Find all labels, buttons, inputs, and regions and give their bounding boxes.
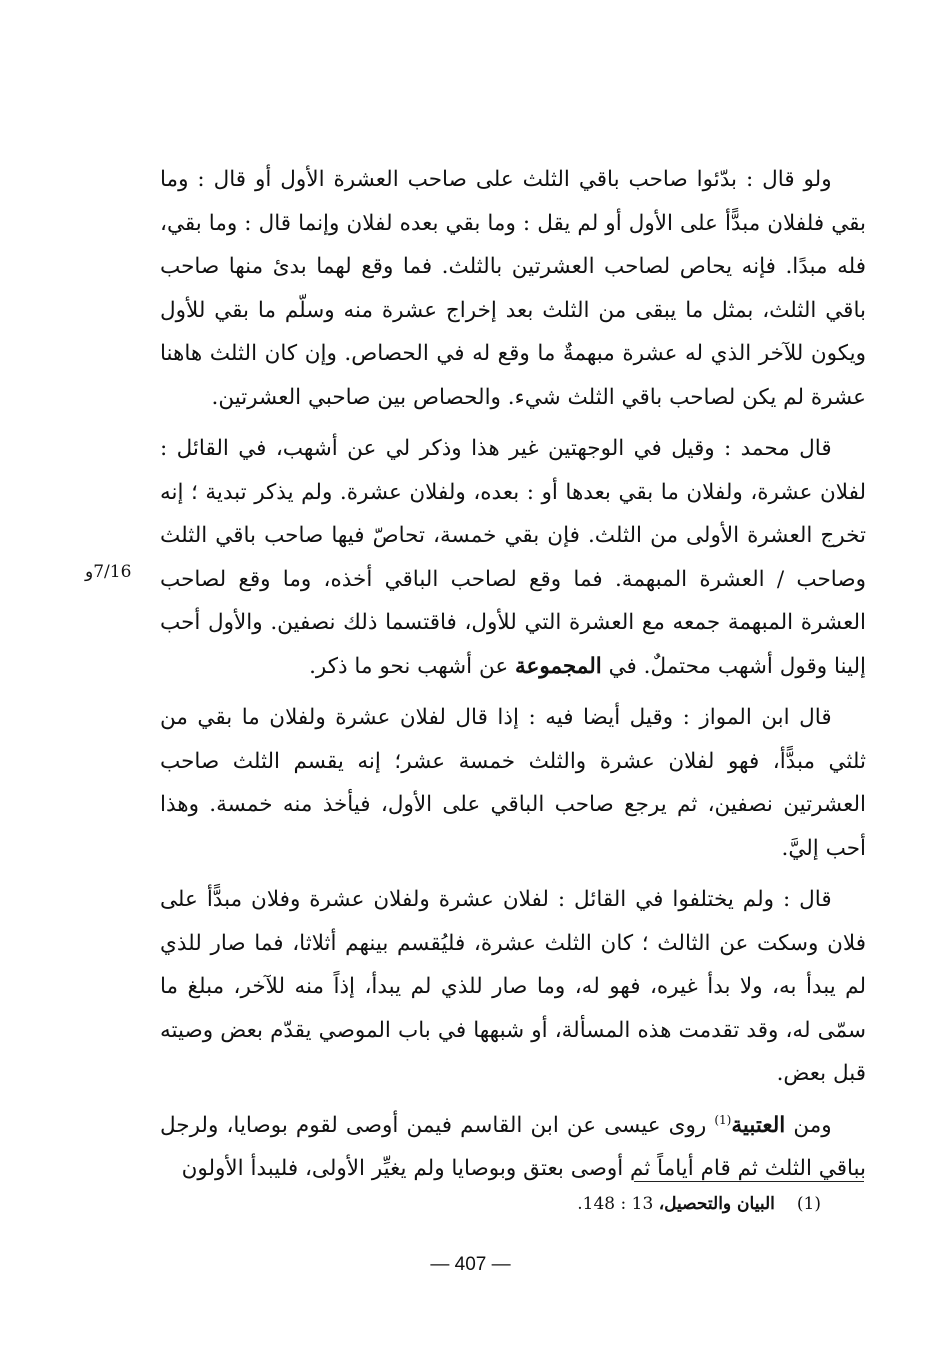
footnote-marker: (1) — [796, 1194, 821, 1214]
paragraph-5-after: روى عيسى عن ابن القاسم فيمن أوصى لقوم بوصايا، ولرجل بباقي الثلث ثم قام أياماً ثم أوصى بعتق وبوصايا ولم يغيِّر الأولى، فليبدأ الأولون — [160, 1112, 866, 1181]
paragraph-2-before: قال محمد : وقيل في الوجهتين غير هذا وذكر لي عن أشهب، في القائل : لفلان عشرة، ولفلان ما بقي بعدها أو : بعده، ولفلان عشرة. ولم يذكر تبدية ؛ إنه تخرج العشرة الأولى من الثلث. فإن بقي خمسة، تحاصّ فيها صاحب باقي الثلث وصاحب / العشرة المبهمة. فما وقع لصاحب الباقي أخذه، وما وقع لصاحب العشرة المبهمة جمعه مع العشرة التي للأول، فاقتسما ذلك نصفين. والأول أحب إلينا وقول أشهب محتملٌ. في — [160, 436, 866, 679]
page-number: — 407 — — [430, 1254, 511, 1275]
manuscript-folio-note: 7/16و — [85, 562, 132, 582]
footnote-reference: (1) — [714, 1112, 732, 1127]
paragraph-4: قال : ولم يختلفوا في القائل : لفلان عشرة ولفلان عشرة وفلان مبدًّأ على فلان وسكت عن الثالث ؛ كان الثلث عشرة، فليُقسم بينهم أثلاثا، فما صار للذي لم يبدأ به، ولا بدأ غيره، فهو له، وما صار للذي لم يبدأ، إذاً منه للآخر، مبلغ ما سمّى له، وقد تقدمت هذه المسألة، أو شبهها في باب الموصي يقدّم بعض وصيته قبل بعض. — [160, 887, 866, 1086]
paragraph-1: ولو قال : بدّئوا صاحب باقي الثلث على صاحب العشرة الأول أو قال : وما بقي فلفلان مبدًّأ على الأول أو لم يقل : وما بقي بعده لفلان وإنما قال : وما بقي، فله مبدًا. فإنه يحاص لصاحب العشرتين بالثلث. فما وقع لهما بدئ منها صاحب باقي الثلث، بمثل ما يبقى من الثلث بعد إخراج عشرة منه وسلّم ما بقي للأول ويكون للآخر الذي له عشرة مبهمةٌ ما وقع له في الحصاص. وإن كان الثلث هاهنا عشرة لم يكن لصاحب باقي الثلث شيء. والحصاص بين صاحبي العشرتين. — [160, 167, 866, 410]
main-text — [160, 158, 866, 1199]
paragraph-5-bold-title: العتبية — [731, 1112, 786, 1138]
footnote-ref: 13 : 148. — [577, 1194, 659, 1214]
paragraph-5 — [160, 1104, 866, 1191]
paragraph-2-after: عن أشهب نحو ما ذكر. — [309, 653, 516, 679]
paragraph-5-before: ومن — [785, 1112, 832, 1138]
footnote — [577, 1189, 821, 1219]
footnote-source: البيان والتحصيل، — [658, 1194, 775, 1214]
footnote-divider — [634, 1181, 864, 1182]
paragraph-2-bold-title: المجموعة — [515, 653, 602, 679]
paragraph-3: قال ابن المواز : وقيل أيضا فيه : إذا قال لفلان عشرة ولفلان ما بقي من ثلثي مبدًّأ، فهو لفلان عشرة والثلث خمسة عشر؛ إنه يقسم الثلث صاحب العشرتين نصفين، ثم يرجع صاحب الباقي على الأول، فيأخذ منه خمسة. وهذا أحب إليَّ. — [160, 705, 866, 861]
paragraph-2 — [160, 427, 866, 688]
